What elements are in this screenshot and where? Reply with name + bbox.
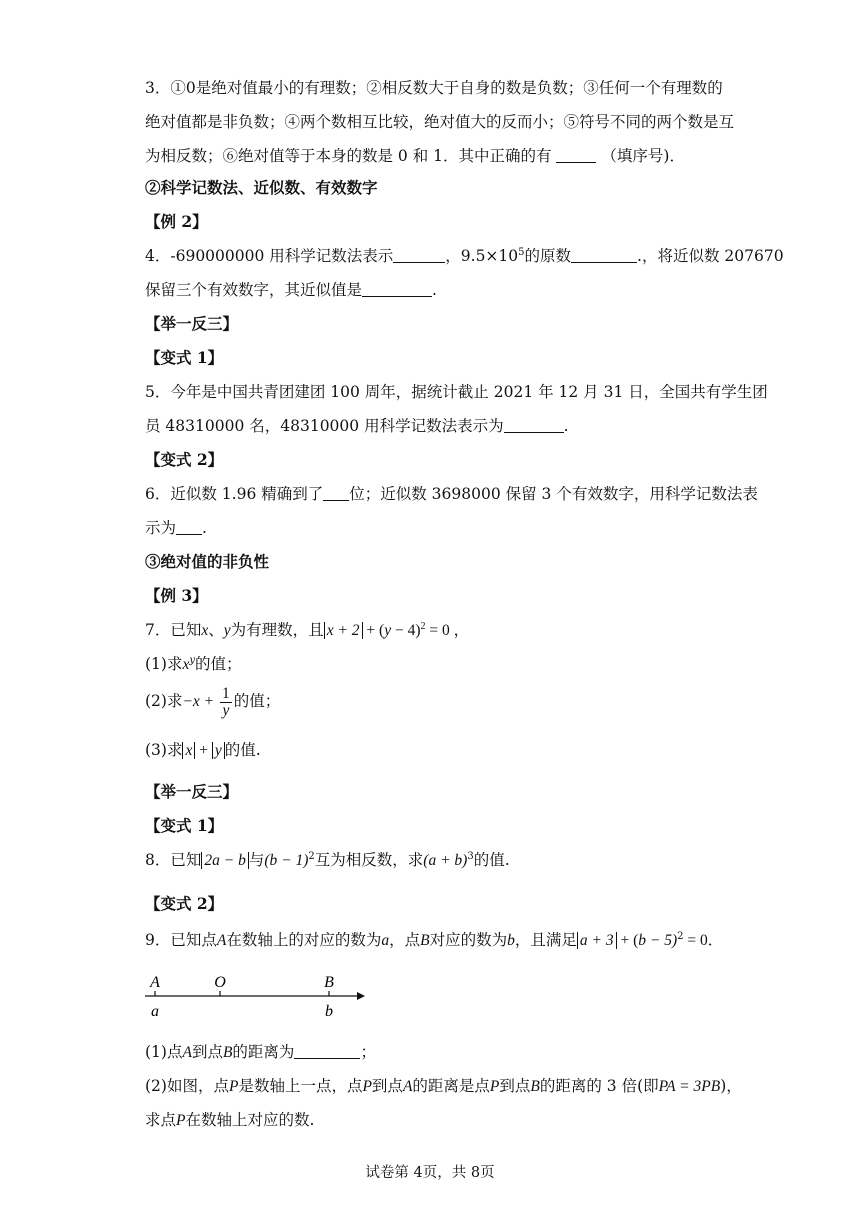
abs-value: y [212, 742, 225, 759]
q4-line-1: 4．-690000000 用科学记数法表示 ，$9.5\times 10^5$的原数 .，将近似数 207670 [145, 247, 784, 265]
answer-blank [504, 418, 564, 433]
q7-stem: 7．已知x、y为有理数，且 $x + 2 + (y - 4)^2 = 0$ ， [145, 621, 470, 639]
q7-part-1: (1)求$x^y$的值； [145, 655, 242, 673]
q6-line-1: 6．近似数 1.96 精确到了 位；近似数 3698000 保留 3 个有效数字，用科学记数法表 [145, 485, 758, 503]
number-line-arrow [357, 992, 365, 1000]
variant-2-label: 【变式 2】 [145, 450, 224, 469]
label-value-a: a [151, 1003, 159, 1020]
variant-1-label: 【变式 1】 [145, 348, 224, 367]
answer-blank [571, 248, 637, 263]
fraction: $\frac{1}{y}$ [222, 684, 230, 719]
answer-blank [393, 248, 445, 263]
answer-blank [176, 520, 202, 535]
section-2-title: ②科学记数法、近似数、有效数字 [145, 178, 378, 197]
answer-blank [556, 148, 596, 163]
q6-line-2: 示为 . [145, 519, 207, 537]
label-point-b: B [324, 974, 334, 991]
q3-line-3: 为相反数；⑥绝对值等于本身的数是 0 和 1．其中正确的有 （填序号)． [145, 147, 685, 165]
abs-value: 2a − b [201, 852, 248, 869]
q5-line-2: 员 48310000 名，48310000 用科学记数法表示为 . [145, 417, 569, 435]
q3-line-1: 3．①0是绝对值最小的有理数；②相反数大于自身的数是负数；③任何一个有理数的 [145, 79, 723, 97]
variant-1-label: 【变式 1】 [145, 816, 224, 835]
q9-part-1: (1)点A到点B的距离为 ； [145, 1043, 376, 1061]
q8-line: 8．已知 2a − b 与$(b - 1)^2$互为相反数，求$(a + b)^3$的值. [145, 851, 510, 869]
abs-value: x + 2 [324, 622, 363, 639]
abs-value: a + 3 [577, 932, 617, 949]
variant-2-label: 【变式 2】 [145, 894, 224, 913]
q7-part-2: (2)求−x + $\frac{1}{y}$ 的值； [145, 684, 281, 719]
answer-blank [362, 282, 432, 297]
practice-label: 【举一反三】 [145, 782, 239, 801]
page-footer: 试卷第 4页，共 8页 [365, 1165, 495, 1181]
label-point-a: A [150, 974, 160, 991]
q5-line-1: 5．今年是中国共青团建团 100 周年，据统计截止 2021 年 12 月 31 日，全国共有学生团 [145, 383, 768, 401]
example-3-label: 【例 3】 [145, 586, 208, 605]
q7-part-3: (3)求 x + y 的值. [145, 741, 261, 759]
section-3-title: ③绝对值的非负性 [145, 552, 270, 571]
q9-part-2-line-1: (2)如图，点P是数轴上一点，点P到点A的距离是点P到点B的距离的 3 倍(即PA = 3PB)， [145, 1077, 742, 1095]
q9-stem: 9．已知点A在数轴上的对应的数为a，点B对应的数为b，且满足 $a + 3 + (b - 5)^2 = 0$． [145, 931, 724, 949]
q9-part-2-line-2: 求点P在数轴上对应的数. [145, 1111, 315, 1129]
answer-blank [323, 486, 349, 501]
example-2-label: 【例 2】 [145, 212, 208, 231]
answer-blank [294, 1044, 360, 1059]
label-value-b: b [325, 1003, 333, 1020]
q4-line-2: 保留三个有效数字，其近似值是 . [145, 281, 437, 299]
label-origin: O [214, 974, 226, 991]
number-line [145, 972, 375, 1024]
q3-line-2: 绝对值都是非负数；④两个数相互比较，绝对值大的反而小；⑤符号不同的两个数是互 [145, 113, 735, 131]
abs-value: x [182, 742, 195, 759]
practice-label: 【举一反三】 [145, 314, 239, 333]
